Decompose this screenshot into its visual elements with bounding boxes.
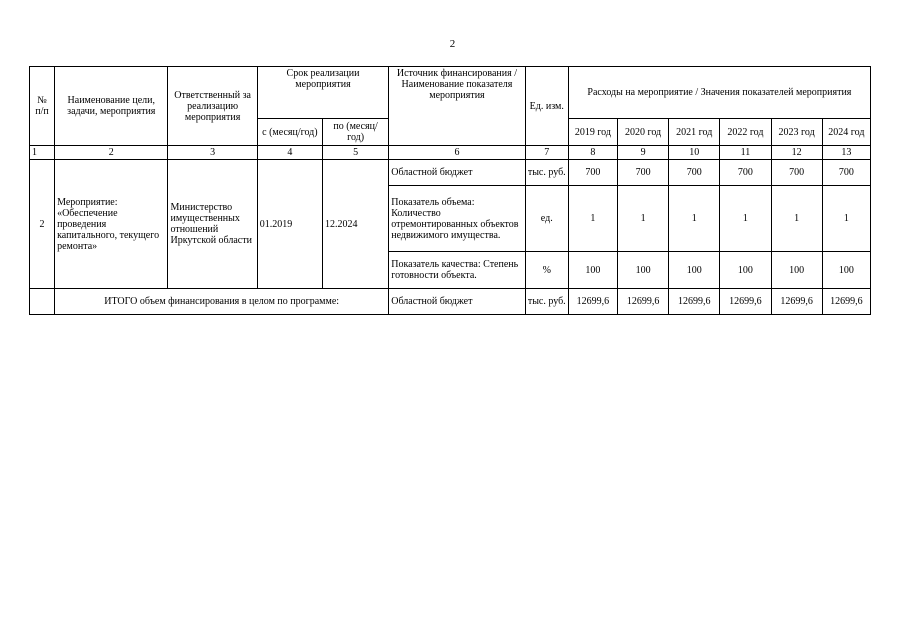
activity-responsible: Министерство имущественных отношений Иркутской области <box>168 160 257 289</box>
activity-name: Мероприятие: «Обеспечение проведения капитального, текущего ремонта» <box>55 160 168 289</box>
activity-unit: % <box>525 252 568 289</box>
table-cell: 1 <box>771 186 822 252</box>
table-cell: 700 <box>617 160 668 186</box>
header-year: 2022 год <box>720 119 771 146</box>
table-cell: 1 <box>822 186 870 252</box>
column-number: 1 <box>30 146 55 160</box>
total-source: Областной бюджет <box>389 289 525 315</box>
header-year: 2023 год <box>771 119 822 146</box>
table-cell: 700 <box>669 160 720 186</box>
column-number: 8 <box>568 146 617 160</box>
table-cell: 12699,6 <box>669 289 720 315</box>
table-cell: 1 <box>669 186 720 252</box>
table-cell: 1 <box>568 186 617 252</box>
table-cell: 12699,6 <box>720 289 771 315</box>
activity-plan-table <box>29 66 871 315</box>
column-number-row <box>30 146 871 160</box>
table-cell: 700 <box>822 160 870 186</box>
header-year: 2021 год <box>669 119 720 146</box>
activity-unit: тыс. руб. <box>525 160 568 186</box>
header-source: Источник финансирования / Наименование показателя мероприятия <box>389 67 525 146</box>
column-number: 2 <box>55 146 168 160</box>
activity-num: 2 <box>30 160 55 289</box>
header-name: Наименование цели, задачи, мероприятия <box>55 67 168 146</box>
column-number: 10 <box>669 146 720 160</box>
activity-source: Областной бюджет <box>389 160 525 186</box>
column-number: 11 <box>720 146 771 160</box>
activity-from: 01.2019 <box>257 160 322 289</box>
header-responsible: Ответственный за реализацию мероприятия <box>168 67 257 146</box>
table-cell: 1 <box>617 186 668 252</box>
header-num: № п/п <box>30 67 55 146</box>
header-year: 2020 год <box>617 119 668 146</box>
header-unit: Ед. изм. <box>525 67 568 146</box>
table-cell: 12699,6 <box>568 289 617 315</box>
table-cell: 12699,6 <box>771 289 822 315</box>
table-row <box>30 160 871 186</box>
column-number: 7 <box>525 146 568 160</box>
column-number: 12 <box>771 146 822 160</box>
column-number: 9 <box>617 146 668 160</box>
header-year: 2024 год <box>822 119 870 146</box>
table-cell: 100 <box>669 252 720 289</box>
table-cell: 100 <box>568 252 617 289</box>
activity-source: Показатель объема: Количество отремонтированных объектов недвижимого имущества. <box>389 186 525 252</box>
total-unit: тыс. руб. <box>525 289 568 315</box>
total-label: ИТОГО объем финансирования в целом по программе: <box>55 289 389 315</box>
activity-to: 12.2024 <box>322 160 388 289</box>
table-cell: 700 <box>720 160 771 186</box>
activity-unit: ед. <box>525 186 568 252</box>
total-row <box>30 289 871 315</box>
column-number: 6 <box>389 146 525 160</box>
table-cell: 12699,6 <box>822 289 870 315</box>
column-number: 13 <box>822 146 870 160</box>
column-number: 3 <box>168 146 257 160</box>
table-cell: 100 <box>720 252 771 289</box>
header-expenses: Расходы на мероприятие / Значения показателей мероприятия <box>568 67 870 119</box>
header-term: Срок реализации мероприятия <box>257 67 388 119</box>
table-cell: 100 <box>771 252 822 289</box>
column-number: 4 <box>257 146 322 160</box>
activity-source: Показатель качества: Степень готовности объекта. <box>389 252 525 289</box>
page-number: 2 <box>449 38 456 50</box>
table-cell: 1 <box>720 186 771 252</box>
header-term-from: с (месяц/год) <box>257 119 322 146</box>
total-empty-cell <box>30 289 55 315</box>
table-cell: 100 <box>617 252 668 289</box>
table-cell: 12699,6 <box>617 289 668 315</box>
table-cell: 100 <box>822 252 870 289</box>
table-cell: 700 <box>568 160 617 186</box>
header-year: 2019 год <box>568 119 617 146</box>
table-cell: 700 <box>771 160 822 186</box>
header-term-to: по (месяц/год) <box>322 119 388 146</box>
header-row <box>30 67 871 119</box>
column-number: 5 <box>322 146 388 160</box>
